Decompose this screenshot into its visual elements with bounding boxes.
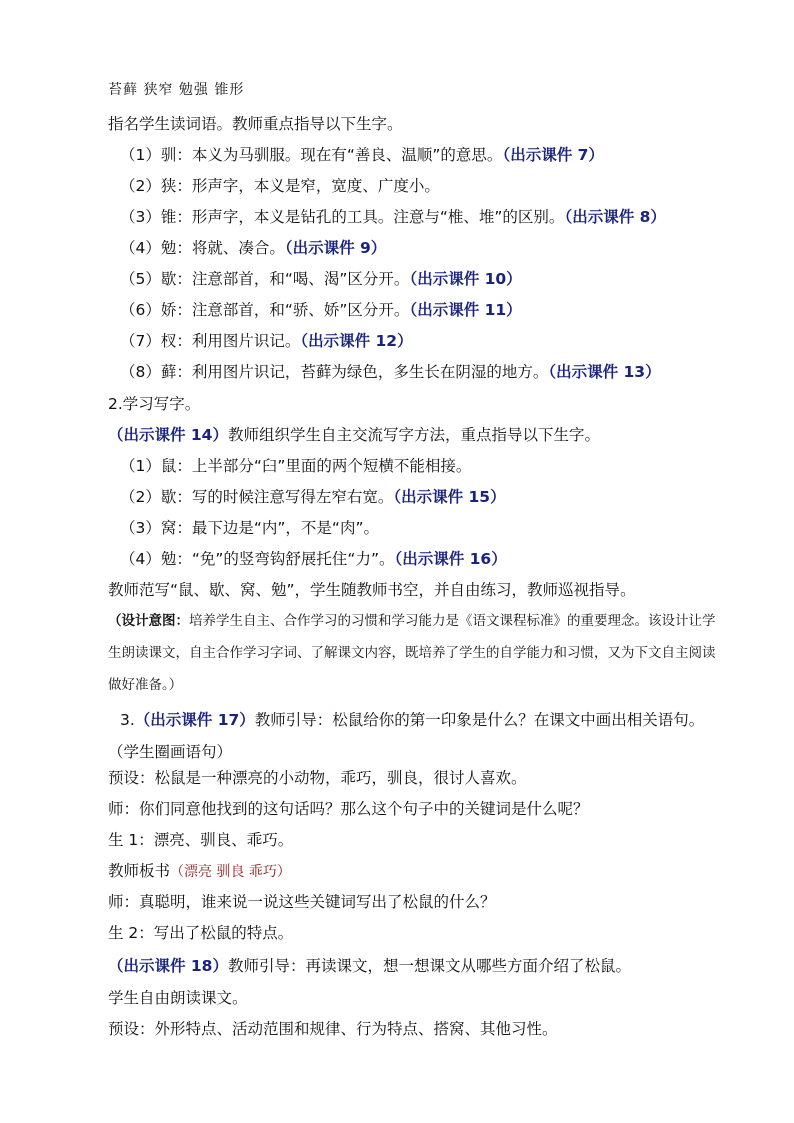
- step-3-text: 教师引导：松鼠给你的第一印象是什么？在课文中画出相关语句。（学生圈画语句）: [108, 711, 705, 761]
- char-note-8: [120, 362, 661, 382]
- writing-note-text: （1）鼠：上半部分“臼”里面的两个短横不能相接。: [120, 457, 472, 475]
- step-2-heading: 2.学习写字。: [108, 395, 201, 413]
- char-note-2: [120, 176, 440, 196]
- courseware-ref: （出示课件 14）: [108, 426, 228, 444]
- courseware-ref: （出示课件 15）: [393, 488, 506, 506]
- writing-note-4: [120, 549, 507, 569]
- writing-note-2: [120, 487, 506, 507]
- courseware-18-paragraph: [108, 956, 631, 976]
- teacher-question-2: 师：真聪明，谁来说一说这些关键词写出了松鼠的什么？: [108, 893, 496, 911]
- char-note-text: （3）锥：形声字，本义是钻孔的工具。注意与“椎、堆”的区别。: [120, 208, 565, 226]
- free-reading: 学生自由朗读课文。: [108, 989, 248, 1007]
- courseware-ref: （出示课件 13）: [548, 363, 661, 381]
- courseware-ref: （出示课件 18）: [108, 957, 228, 975]
- courseware-ref: （出示课件 16）: [394, 550, 507, 568]
- courseware-ref: （出示课件 10）: [409, 270, 522, 288]
- writing-note-3: [120, 518, 379, 538]
- courseware-ref: （出示课件 11）: [409, 301, 522, 319]
- courseware-ref: （出示课件 7）: [502, 146, 604, 164]
- courseware-18-text: 教师引导：再读课文，想一想课文从哪些方面介绍了松鼠。: [227, 957, 631, 975]
- step-3-paragraph: [108, 704, 720, 768]
- paragraph-intro: 指名学生读词语。教师重点指导以下生字。: [108, 115, 403, 133]
- char-note-6: [120, 300, 522, 320]
- courseware-ref: （出示课件 12）: [300, 332, 413, 350]
- courseware-ref: （出示课件 8）: [564, 208, 666, 226]
- student-answer-2: 生 2：写出了松鼠的特点。: [108, 924, 294, 942]
- step-3-number: 3.: [120, 711, 135, 729]
- preset-answer-1: 预设：松鼠是一种漂亮的小动物，乖巧，驯良，很讨人喜欢。: [108, 769, 527, 787]
- char-note-5: [120, 269, 522, 289]
- char-note-1: [120, 145, 604, 165]
- char-note-text: （8）藓：利用图片识记，苔藓为绿色，多生长在阴湿的地方。: [120, 363, 549, 381]
- char-note-text: （6）娇：注意部首，和“骄、娇”区分开。: [120, 301, 410, 319]
- char-note-3: [120, 207, 666, 227]
- board-words: （漂亮 驯良 乖巧）: [170, 864, 291, 880]
- student-answer-1: 生 1：漂亮、驯良、乖巧。: [108, 831, 294, 849]
- vocabulary-words: 苔藓 狭窄 勉强 锥形: [108, 82, 245, 98]
- char-note-text: （4）勉：将就、凑合。: [120, 239, 285, 257]
- char-note-text: （5）歇：注意部首，和“喝、渴”区分开。: [120, 270, 410, 288]
- teacher-question-1: 师：你们同意他找到的这句话吗？那么这个句子中的关键词是什么呢？: [108, 800, 589, 818]
- char-note-7: [120, 331, 413, 351]
- char-note-text: （1）驯：本义为马驯服。现在有“善良、温顺”的意思。: [120, 146, 503, 164]
- char-note-4: [120, 238, 386, 258]
- courseware-ref: （出示课件 9）: [284, 239, 387, 257]
- design-intent-label: （设计意图：: [108, 613, 189, 629]
- step-2-paragraph: [108, 425, 600, 445]
- preset-answer-2: 预设：外形特点、活动范围和规律、行为特点、搭窝、其他习性。: [108, 1020, 558, 1038]
- writing-note-1: [120, 456, 471, 476]
- writing-note-text: （4）勉：“免”的竖弯钩舒展托住“力”。: [120, 550, 395, 568]
- writing-note-text: （2）歇：写的时候注意写得左窄右宽。: [120, 488, 394, 506]
- char-note-text: （2）狭：形声字，本义是窄，宽度、广度小。: [120, 177, 440, 195]
- char-note-text: （7）杈：利用图片识记。: [120, 332, 301, 350]
- design-intent-text: 培养学生自主、合作学习的习惯和学习能力是《语文课程标准》的重要理念。该设计让学生朗读课文，自主合作学习字词、了解课文内容，既培养了学生的自学能力和习惯，又为下文自主阅读做好准备。）: [108, 613, 716, 693]
- courseware-ref: （出示课件 17）: [134, 711, 255, 729]
- step-2-text: 教师组织学生自主交流写字方法，重点指导以下生字。: [227, 426, 600, 444]
- writing-note-text: （3）窝：最下边是“内”，不是“肉”。: [120, 519, 379, 537]
- blackboard-line: [108, 861, 291, 882]
- design-intent-note: [108, 605, 720, 701]
- board-label: 教师板书: [108, 862, 171, 880]
- demo-paragraph: 教师范写“鼠、歇、窝、勉”，学生随教师书空，并自由练习，教师巡视指导。: [108, 581, 636, 599]
